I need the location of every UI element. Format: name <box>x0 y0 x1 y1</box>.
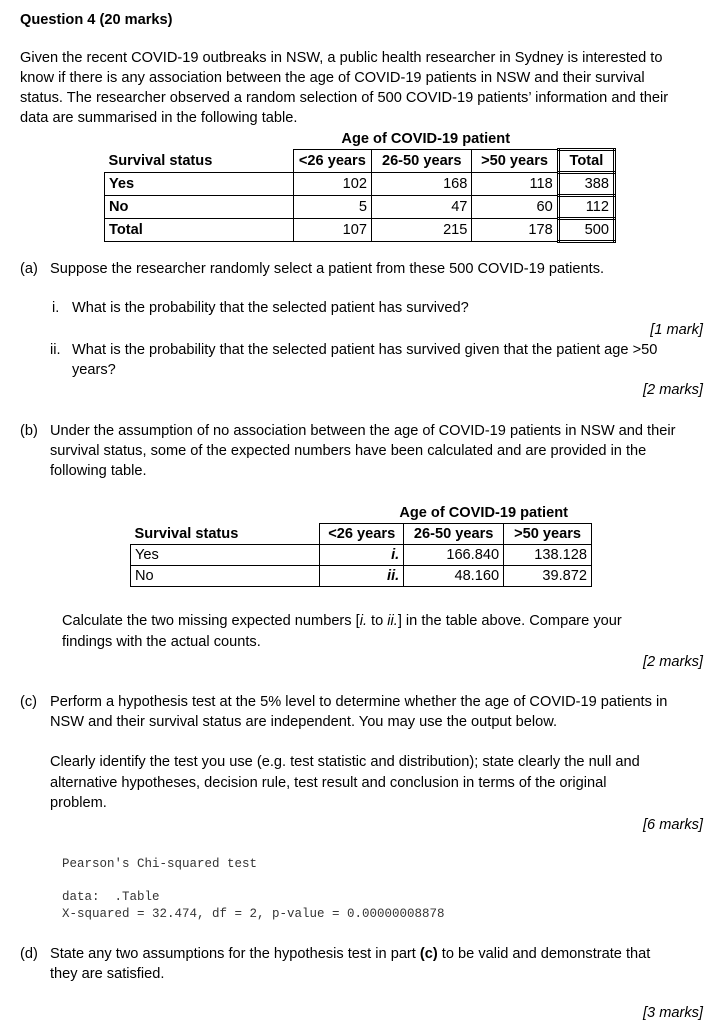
table1-row-label: Yes <box>105 173 294 196</box>
table1-cell: 215 <box>372 219 472 242</box>
part-a-i-label: i. <box>52 300 60 316</box>
table2-cell: 39.872 <box>504 566 592 587</box>
intro-line-4: data are summarised in the following table. <box>20 110 298 126</box>
table2-cell: 138.128 <box>504 545 592 566</box>
table1-row-header: Survival status <box>108 152 213 169</box>
part-a-ii-label: ii. <box>50 342 61 358</box>
part-b-text-1: Under the assumption of no association between the age of COVID-19 patients in NSW and their <box>50 423 676 439</box>
table2-group-header: Age of COVID-19 patient <box>399 505 568 521</box>
intro-line-3: status. The researcher observed a random selection of 500 COVID-19 patients’ information and their <box>20 90 669 106</box>
part-c-label: (c) <box>20 694 38 710</box>
table2-row-label: Yes <box>131 545 320 566</box>
part-b-label: (b) <box>20 423 38 439</box>
part-a-i-marks: [1 mark] <box>650 322 703 338</box>
expected-counts-table <box>130 503 592 587</box>
r-output-result: X-squared = 32.474, df = 2, p-value = 0.00000008878 <box>62 907 445 921</box>
table1-row-label: No <box>105 196 294 219</box>
part-a-ii-marks: [2 marks] <box>642 382 703 398</box>
table2-row-header: Survival status <box>134 525 239 542</box>
table1-cell: 500 <box>558 219 614 242</box>
table1-group-header: Age of COVID-19 patient <box>341 130 511 147</box>
part-a-label: (a) <box>20 261 38 277</box>
part-d-label: (d) <box>20 946 38 962</box>
r-output-data: data: .Table <box>62 890 160 904</box>
table2-missing-cell-i: i. <box>320 545 404 566</box>
part-d-text-1: State any two assumptions for the hypothesis test in part (c) to be valid and demonstrate that <box>50 946 651 962</box>
intro-line-2: know if there is any association between the age of COVID-19 patients in NSW and their survival <box>20 70 645 86</box>
part-c-text2-2: alternative hypotheses, decision rule, test result and conclusion in terms of the original <box>50 775 607 791</box>
part-a-ii-text-2: years? <box>72 362 116 378</box>
observed-counts-table <box>104 128 616 243</box>
question-title: Question 4 (20 marks) <box>20 12 173 28</box>
part-b-instruction-line-2: findings with the actual counts. <box>62 634 261 650</box>
table1-col-header: <26 years <box>293 150 371 173</box>
table1-col-header: Total <box>558 150 614 173</box>
intro-line-1: Given the recent COVID-19 outbreaks in NSW, a public health researcher in Sydney is interested to <box>20 50 663 66</box>
table1-cell: 168 <box>372 173 472 196</box>
table1-cell: 60 <box>472 196 558 219</box>
part-b-instruction-line-1: Calculate the two missing expected numbers [i. to ii.] in the table above. Compare your <box>62 613 622 629</box>
table2-col-header: 26-50 years <box>404 524 504 545</box>
table1-row-label: Total <box>105 219 294 242</box>
table1-cell: 47 <box>372 196 472 219</box>
r-output-title: Pearson's Chi-squared test <box>62 857 258 871</box>
part-a-i-text: What is the probability that the selected patient has survived? <box>72 300 469 316</box>
part-b-text-2: survival status, some of the expected numbers have been calculated and are provided in the <box>50 443 647 459</box>
part-b-marks: [2 marks] <box>642 654 703 670</box>
part-c-text2-1: Clearly identify the test you use (e.g. test statistic and distribution); state clearly the null and <box>50 754 640 770</box>
table1-cell: 178 <box>472 219 558 242</box>
table2-col-header: <26 years <box>320 524 404 545</box>
table2-missing-cell-ii: ii. <box>320 566 404 587</box>
table2-row-label: No <box>131 566 320 587</box>
table1-cell: 5 <box>293 196 371 219</box>
part-c-text-2: NSW and their survival status are independent. You may use the output below. <box>50 714 558 730</box>
table1-cell: 118 <box>472 173 558 196</box>
part-d-marks: [3 marks] <box>642 1005 703 1021</box>
part-c-text2-3: problem. <box>50 795 107 811</box>
table1-col-header: 26-50 years <box>372 150 472 173</box>
table1-cell: 388 <box>558 173 614 196</box>
part-a-ii-text-1: What is the probability that the selected patient has survived given that the patient age >50 <box>72 342 658 358</box>
table1-cell: 102 <box>293 173 371 196</box>
table2-col-header: >50 years <box>504 524 592 545</box>
part-a-text: Suppose the researcher randomly select a patient from these 500 COVID-19 patients. <box>50 261 605 277</box>
part-c-text-1: Perform a hypothesis test at the 5% level to determine whether the age of COVID-19 patients in <box>50 694 668 710</box>
part-b-text-3: following table. <box>50 463 147 479</box>
table2-cell: 166.840 <box>404 545 504 566</box>
part-c-marks: [6 marks] <box>642 817 703 833</box>
table1-col-header: >50 years <box>472 150 558 173</box>
part-d-text-2: they are satisfied. <box>50 966 165 982</box>
table2-cell: 48.160 <box>404 566 504 587</box>
table1-cell: 112 <box>558 196 614 219</box>
table1-cell: 107 <box>293 219 371 242</box>
